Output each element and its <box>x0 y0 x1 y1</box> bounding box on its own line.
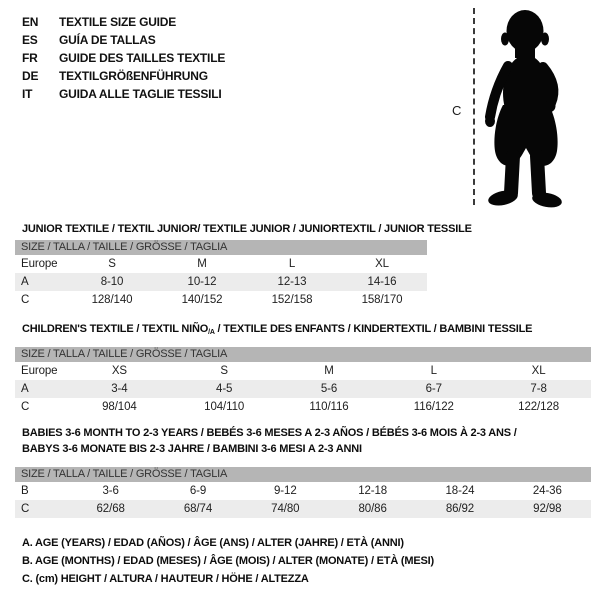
size-cell: S <box>220 365 228 377</box>
size-cell: 12-18 <box>358 485 388 497</box>
language-label: GUIDA ALLE TAGLIE TESSILI <box>59 87 222 101</box>
junior-size-table <box>15 240 427 309</box>
babies-section-title <box>22 425 517 457</box>
children-title-subscript: /A <box>208 329 215 336</box>
size-cell: 5-6 <box>320 383 338 395</box>
size-cell: L <box>288 258 296 270</box>
row-label: C <box>21 401 30 413</box>
language-row <box>22 13 225 31</box>
babies-title-line2: BABYS 3-6 MONATE BIS 2-3 JAHRE / BAMBINI 3-6 MESI A 2-3 ANNI <box>22 443 362 455</box>
size-cell: 116/122 <box>413 401 454 413</box>
size-header-bar: SIZE / TALLA / TAILLE / GRÖSSE / TAGLIA <box>15 240 427 255</box>
language-row <box>22 67 225 85</box>
size-cell: 10-12 <box>187 276 217 288</box>
size-cell: 80/86 <box>358 503 387 515</box>
size-cell: 6-9 <box>189 485 207 497</box>
children-title-post: / TEXTILE DES ENFANTS / KINDERTEXTIL / BAMBINI TESSILE <box>214 323 533 335</box>
size-cell: 4-5 <box>216 383 233 395</box>
size-cell: 128/140 <box>91 294 133 306</box>
language-header <box>22 13 225 103</box>
size-cell: 14-16 <box>367 276 397 288</box>
children-section-title <box>22 321 532 341</box>
size-cell: L <box>430 365 437 377</box>
size-cell: 152/158 <box>271 294 313 306</box>
language-row <box>22 49 225 67</box>
row-label: A <box>21 383 29 395</box>
table-row <box>15 398 591 416</box>
language-label: GUIDE DES TAILLES TEXTILE <box>59 51 226 65</box>
language-code: DE <box>22 69 39 83</box>
size-cell: 18-24 <box>445 485 475 497</box>
footnotes <box>22 534 434 588</box>
size-cell: 9-12 <box>274 485 297 497</box>
size-cell: XL <box>531 365 546 377</box>
size-cell: XL <box>375 258 389 270</box>
size-cell: 92/98 <box>533 503 562 515</box>
children-title-pre: CHILDREN'S TEXTILE / TEXTIL NIÑO <box>22 323 209 335</box>
height-dashed-line <box>473 8 475 205</box>
size-cell: 74/80 <box>271 503 300 515</box>
size-cell: 6-7 <box>425 383 442 395</box>
size-cell: 86/92 <box>445 503 475 515</box>
size-cell: 98/104 <box>102 401 137 413</box>
size-cell: 122/128 <box>518 401 560 413</box>
table-row <box>15 482 591 500</box>
babies-size-table <box>15 467 591 518</box>
junior-section-title: JUNIOR TEXTILE / TEXTIL JUNIOR/ TEXTILE JUNIOR / JUNIORTEXTIL / JUNIOR TESSILE <box>22 223 472 235</box>
language-label: TEXTILE SIZE GUIDE <box>59 15 177 29</box>
row-label: C <box>21 503 30 515</box>
table-row <box>15 273 427 291</box>
footnote-c: C. (cm) HEIGHT / ALTURA / HAUTEUR / HÖHE / ALTEZZA <box>22 573 309 585</box>
language-label: GUÍA DE TALLAS <box>59 33 156 47</box>
footnote-a: A. AGE (YEARS) / EDAD (AÑOS) / ÂGE (ANS) / ALTER (JAHRE) / ETÀ (ANNI) <box>22 537 404 549</box>
size-cell: 140/152 <box>181 294 223 306</box>
table-row <box>15 291 427 309</box>
height-label-c: C <box>452 103 462 118</box>
size-cell: XS <box>111 365 127 377</box>
language-code: ES <box>22 33 38 47</box>
size-cell: 158/170 <box>361 294 403 306</box>
language-label: TEXTILGRÖßENFÜHRUNG <box>59 69 208 83</box>
size-cell: M <box>324 365 334 377</box>
babies-title-line1: BABIES 3-6 MONTH TO 2-3 YEARS / BEBÉS 3-6 MESES A 2-3 AÑOS / BÉBÉS 3-6 MOIS À 2-3 ANS / <box>22 427 517 439</box>
language-row <box>22 85 225 103</box>
language-code: EN <box>22 15 39 29</box>
row-label: A <box>21 276 29 288</box>
size-cell: S <box>108 258 116 270</box>
size-cell: 3-4 <box>111 383 128 395</box>
size-cell: M <box>197 258 207 270</box>
language-row <box>22 31 225 49</box>
language-code: FR <box>22 51 38 65</box>
row-label: Europe <box>21 365 58 377</box>
size-cell: 7-8 <box>530 383 547 395</box>
row-label: B <box>21 485 29 497</box>
size-header-bar: SIZE / TALLA / TAILLE / GRÖSSE / TAGLIA <box>15 347 591 362</box>
table-row <box>15 362 591 380</box>
table-row <box>15 500 591 518</box>
table-row <box>15 380 591 398</box>
size-cell: 62/68 <box>96 503 125 515</box>
row-label: Europe <box>21 258 58 270</box>
size-cell: 104/110 <box>204 401 245 413</box>
size-header-bar: SIZE / TALLA / TAILLE / GRÖSSE / TAGLIA <box>15 467 591 482</box>
size-cell: 24-36 <box>532 485 562 497</box>
size-cell: 12-13 <box>277 276 307 288</box>
size-cell: 68/74 <box>183 503 213 515</box>
size-cell: 3-6 <box>102 485 119 497</box>
size-cell: 8-10 <box>100 276 124 288</box>
table-row <box>15 255 427 273</box>
baby-silhouette-icon <box>480 0 600 215</box>
children-size-table <box>15 347 591 416</box>
size-figure <box>440 0 600 215</box>
row-label: C <box>21 294 30 306</box>
language-code: IT <box>22 87 33 101</box>
footnote-b: B. AGE (MONTHS) / EDAD (MESES) / ÂGE (MOIS) / ALTER (MONATE) / ETÀ (MESI) <box>22 555 434 567</box>
size-cell: 110/116 <box>309 401 349 413</box>
